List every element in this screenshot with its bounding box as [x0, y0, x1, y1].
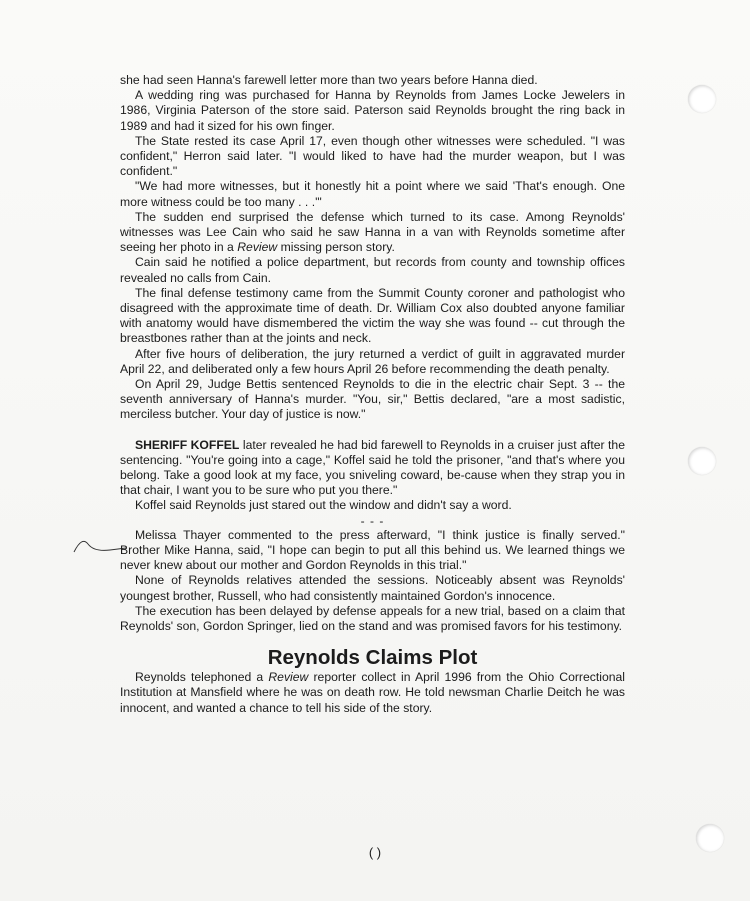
punch-hole-middle [688, 447, 716, 475]
italic-publication: Review [237, 240, 278, 255]
paragraph: The State rested its case April 17, even though other witnesses were scheduled. "I was confident," Herron said later. "I would liked to have had the murder weapon, but I was confident." [120, 133, 625, 179]
paragraph: "We had more witnesses, but it honestly hit a point where we said 'That's enough. One more witness could be too many . . .'" [120, 179, 625, 209]
page-number: ( ) [368, 845, 382, 860]
paragraph: The final defense testimony came from the Summit County coroner and pathologist who disagreed with the approximate time of death. Dr. William Cox also doubted anyone familiar with anatomy would have dismembered the victim the way she was found -- cut through the breastbones rather than at the joints and neck. [120, 285, 625, 346]
section-divider: - - - [360, 513, 385, 528]
paragraph: The execution has been delayed by defense appeals for a new trial, based on a claim that Reynolds' son, Gordon Springer, lied on the stand and was promised favors for his testimony. [120, 603, 625, 633]
punch-hole-top [688, 85, 716, 113]
text-run: Reynolds telephoned a [135, 670, 269, 685]
paragraph: Cain said he notified a police department, but records from county and township offices revealed no calls from Cain. [120, 255, 625, 285]
paragraph: After five hours of deliberation, the jury returned a verdict of guilt in aggravated murder April 22, and deliberated only a few hours April 26 before recommending the death penalty. [120, 346, 625, 376]
paragraph: she had seen Hanna's farewell letter more than two years before Hanna died. [120, 73, 538, 87]
paragraph: A wedding ring was purchased for Hanna by Reynolds from James Locke Jewelers in 1986, Virginia Paterson of the store said. Paterson said Reynolds brought the ring back in 1989 and had it sized for his own finger. [120, 88, 625, 133]
text-run: later revealed he had bid farewell to Reynolds in a cruiser just after the sentencing. "You're going into a cage," Koffel said he told the prisoner, "and that's where you belong. Take a good look at my face, you sniveling coward, be-cause when they strap you in that chair, I want you to be sure who put you there." [120, 437, 625, 498]
paragraph-with-italic [120, 670, 625, 716]
paragraph-with-italic [120, 210, 625, 256]
paragraph-with-lead [120, 438, 625, 499]
paragraph: Koffel said Reynolds just stared out the window and didn't say a word. [135, 498, 512, 513]
paragraph: Melissa Thayer commented to the press afterward, "I think justice is finally served." Brother Mike Hanna, said, "I hope can begin to put all this behind us. We learned things we never knew about our mother and Gordon Reynolds in this trial." [120, 527, 625, 573]
text-run: reporter collect in April 1996 from the Ohio Correctional Institution at Mansfield where he was on death row. He told newsman Charlie Deitch he was innocent, and wanted a chance to tell his side of the story. [120, 670, 625, 715]
paragraph: On April 29, Judge Bettis sentenced Reynolds to die in the electric chair Sept. 3 -- the seventh anniversary of Hanna's murder. "You, sir," Bettis declared, "are a most sadistic, merciless butcher. Your day of justice is now." [120, 377, 625, 422]
italic-publication: Review [268, 670, 309, 685]
section-heading: Reynolds Claims Plot [267, 646, 478, 670]
text-run: missing person story. [277, 240, 395, 255]
text-run: The sudden end surprised the defense which turned to its case. Among Reynolds' witnesses was Lee Cain who said he saw Hanna in a van with Reynolds sometime after seeing her photo in a [120, 209, 625, 255]
paragraph: None of Reynolds relatives attended the sessions. Noticeably absent was Reynolds' youngest brother, Russell, who had consistently maintained Gordon's innocence. [120, 573, 625, 603]
article-column [120, 73, 625, 716]
bold-lead-in: SHERIFF KOFFEL [135, 437, 240, 452]
